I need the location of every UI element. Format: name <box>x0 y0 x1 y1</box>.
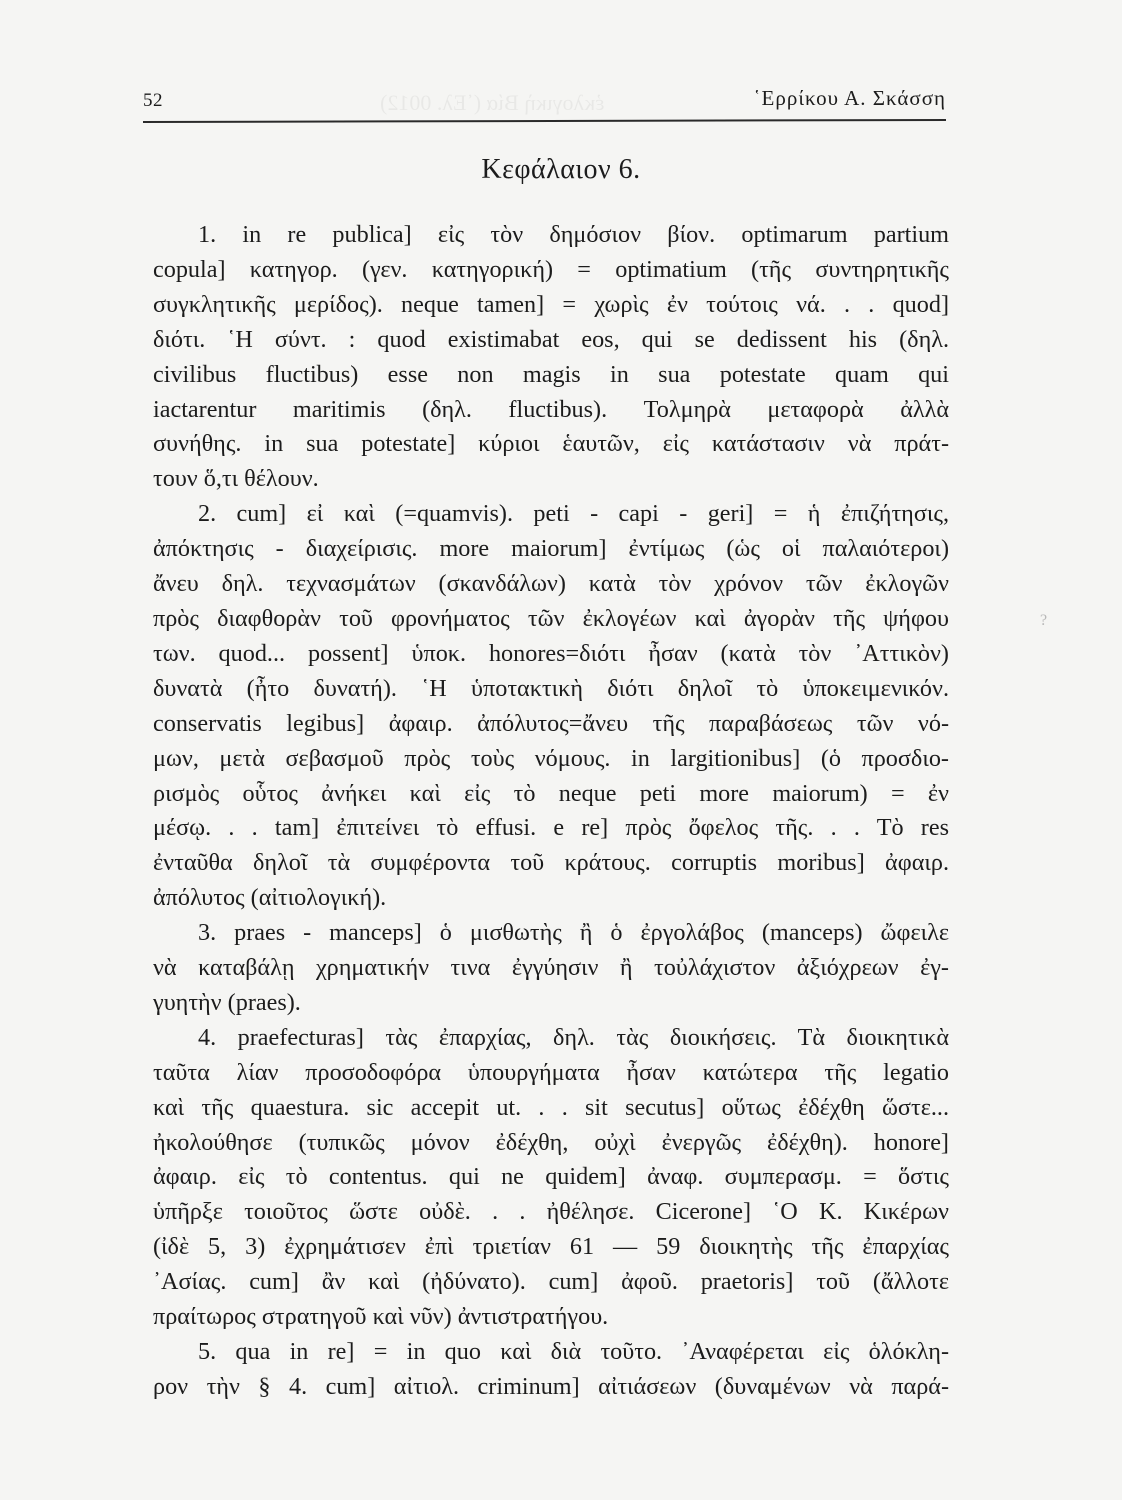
text-line: των. quod... possent] ὑποκ. honores=διότι ἦσαν (κατὰ τὸν ᾿Αττικὸν) <box>153 639 949 667</box>
text-line: 4. praefecturas] τὰς ἐπαρχίας, δηλ. τὰς διοικήσεις. Τὰ διοικητικὰ <box>198 1023 949 1051</box>
text-line: ἀφαιρ. εἰς τὸ contentus. qui ne quidem] ἀναφ. συμπερασμ. = ὅστις <box>153 1163 949 1191</box>
text-line: 5. qua in re] = in quo καὶ διὰ τοῦτο. ᾿Αναφέρεται εἰς ὁλόκλη- <box>198 1338 949 1365</box>
header-rule <box>143 119 946 123</box>
text-line: ἄνευ δηλ. τεχνασμάτων (σκανδάλων) κατὰ τὸν χρόνον τῶν ἐκλογῶν <box>153 570 949 598</box>
text-line: ταῦτα λίαν προσοδοφόρα ὑπουργήματα ἦσαν κατώτερα τῆς legatio <box>153 1058 949 1086</box>
text-line: ρισμὸς οὗτος ἀνήκει καὶ εἰς τὸ neque peti more maiorum) = ἐν <box>153 779 949 807</box>
text-line: ἀπόλυτος (αἰτιολογική). <box>153 884 387 912</box>
text-line: iactarentur maritimis (δηλ. fluctibus). Τολμηρὰ μεταφορὰ ἀλλὰ <box>153 395 949 423</box>
text-line: 1. in re publica] εἰς τὸν δημόσιον βίον. optimarum partium <box>198 221 949 248</box>
text-line: πραίτωρος στρατηγοῦ καὶ νῦν) ἀντιστρατήγου. <box>153 1303 609 1331</box>
text-line: ἀπόκτησις - διαχείρισις. more maiorum] ἐντίμως (ὡς οἱ παλαιότεροι) <box>153 535 949 563</box>
text-line: ρον τὴν § 4. cum] αἰτιολ. criminum] αἰτιάσεων (δυναμένων νὰ παρά- <box>153 1372 949 1400</box>
header-author: ῾Ερρίκου Α. Σκάσση <box>753 86 946 110</box>
body-text <box>153 218 949 1405</box>
text-line: ἐνταῦθα δηλοῖ τὰ συμφέροντα τοῦ κράτους. corruptis moribus] ἀφαιρ. <box>153 849 949 877</box>
text-line: ᾿Ασίας. cum] ἂν καὶ (ἠδύνατο). cum] ἀφοῦ. praetoris] τοῦ (ἄλλοτε <box>153 1268 949 1296</box>
text-line: copula] κατηγορ. (γεν. κατηγορική) = optimatium (τῆς συντηρητικῆς <box>153 255 949 283</box>
text-line: 3. praes - manceps] ὁ μισθωτὴς ἢ ὁ ἐργολάβος (manceps) ὤφειλε <box>198 919 949 947</box>
text-line: πρὸς διαφθορὰν τοῦ φρονήματος τῶν ἐκλογέων καὶ ἀγορὰν τῆς ψήφου <box>153 604 949 632</box>
text-line: 2. cum] εἰ καὶ (=quamvis). peti - capi - geri] = ἡ ἐπιζήτησις, <box>198 500 949 528</box>
text-line: ἠκολούθησε (τυπικῶς μόνον ἐδέχθη, οὐχὶ ἐνεργῶς ἐδέχθη). honore] <box>153 1128 949 1156</box>
text-line: civilibus fluctibus) esse non magis in sua potestate quam qui <box>153 360 949 388</box>
text-line: διότι. ῾Η σύντ. : quod existimabat eos, qui se dedissent his (δηλ. <box>153 325 949 353</box>
text-line: ὑπῆρξε τοιοῦτος ὥστε οὐδὲ. . . ἠθέλησε. Cicerone] ῾Ο Κ. Κικέρων <box>153 1198 949 1226</box>
text-line: δυνατὰ (ἦτο δυνατή). ῾Η ὑποτακτικὴ διότι δηλοῖ τὸ ὑποκειμενικόν. <box>153 674 949 702</box>
running-head <box>143 86 946 116</box>
bleed-through-text: ἐκλογικὴ Βία (῾Ελ. 0012) <box>380 90 605 115</box>
text-line: (ἰδὲ 5, 3) ἐχρημάτισεν ἐπὶ τριετίαν 61 — 59 διοικητὴς τῆς ἐπαρχίας <box>153 1233 949 1261</box>
text-line: καὶ τῆς quaestura. sic accepit ut. . . sit secutus] οὕτως ἐδέχθη ὥστε... <box>153 1093 949 1121</box>
text-line: τουν ὅ,τι θέλουν. <box>153 465 319 493</box>
text-line: μέσῳ. . . tam] ἐπιτείνει τὸ effusi. e re] πρὸς ὄφελος τῆς. . . Τὸ res <box>153 814 949 842</box>
chapter-title: Κεφάλαιον 6. <box>481 154 641 185</box>
text-line: συνήθης. in sua potestate] κύριοι ἑαυτῶν, εἰς κατάστασιν νὰ πράτ- <box>153 430 949 458</box>
page-number: 52 <box>143 90 163 111</box>
text-line: μων, μετὰ σεβασμοῦ πρὸς τοὺς νόμους. in largitionibus] (ὁ προσδιο- <box>153 744 949 772</box>
text-line: γυητὴν (praes). <box>153 988 301 1016</box>
text-line: συγκλητικῆς μερίδος). neque tamen] = χωρὶς ἐν τούτοις νά. . . quod] <box>153 290 949 318</box>
text-line: νὰ καταβάλῃ χρηματικήν τινα ἐγγύησιν ἢ τοὐλάχιστον ἀξιόχρεων ἐγ- <box>153 954 949 982</box>
text-line: conservatis legibus] ἀφαιρ. ἀπόλυτος=ἄνευ τῆς παραβάσεως τῶν νό- <box>153 709 949 737</box>
margin-mark: ? <box>1040 612 1048 629</box>
